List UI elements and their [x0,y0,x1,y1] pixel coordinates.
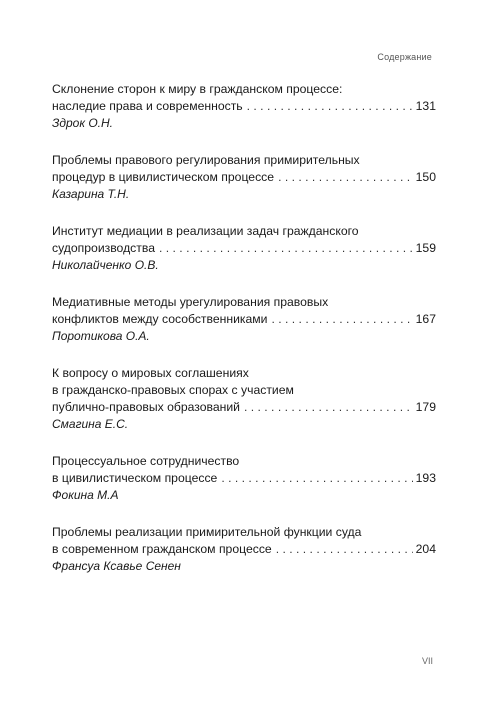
page-number: 179 [415,400,436,414]
entry-title-last-line [52,541,436,558]
entry-author: Франсуа Ксавье Сенен [52,559,181,573]
entry-title-text: публично-правовых образований [52,400,240,414]
entry-title-last-line [52,240,436,257]
dot-leader [221,470,412,487]
running-head: Содержание [377,52,432,62]
page-number: 204 [415,542,436,556]
entry-author: Николайченко О.В. [52,258,159,272]
entry-title-text: процедур в цивилистическом процессе [52,170,275,184]
page-number: 150 [415,170,436,184]
dot-leader [244,399,413,416]
entry-title-line: К вопросу о мировых соглашениях [52,366,249,380]
table-of-contents [52,81,436,595]
entry-title-last-line [52,98,436,115]
page-number: 159 [415,241,436,255]
page-number: 167 [415,312,436,326]
entry-title-text: в современном гражданском процессе [52,542,272,556]
entry-author: Поротикова О.А. [52,329,150,343]
entry-title-text: в цивилистическом процессе [52,471,218,485]
toc-entry[interactable] [52,152,436,203]
entry-title-text: конфликтов между сособственниками [52,312,268,326]
entry-title-line: Склонение сторон к миру в гражданском процессе: [52,82,343,96]
entry-author: Фокина М.А [52,488,119,502]
entry-title-line: Институт медиации в реализации задач гражданского [52,224,359,238]
entry-title-line: Проблемы правового регулирования примирительных [52,153,360,167]
dot-leader [271,311,412,328]
entry-title-line: Проблемы реализации примирительной функции суда [52,525,362,539]
entry-author: Смагина Е.С. [52,417,129,431]
dot-leader [159,240,413,257]
entry-title-text: судопроизводства [52,241,155,255]
entry-title-line: Медиативные методы урегулирования правовых [52,295,329,309]
page-number: 193 [415,471,436,485]
entry-title-last-line [52,311,436,328]
toc-entry[interactable] [52,365,436,433]
entry-title-last-line [52,169,436,186]
dot-leader [278,169,413,186]
page-folio: VII [421,656,433,666]
entry-title-last-line [52,470,436,487]
entry-title-line: в гражданско-правовых спорах с участием [52,383,294,397]
dot-leader [247,98,413,115]
entry-title-last-line [52,399,436,416]
entry-author: Казарина Т.Н. [52,187,130,201]
entry-author: Здрок О.Н. [52,116,114,130]
toc-entry[interactable] [52,81,436,132]
toc-entry[interactable] [52,223,436,274]
entry-title-line: Процессуальное сотрудничество [52,454,240,468]
page-number: 131 [415,99,436,113]
toc-entry[interactable] [52,294,436,345]
dot-leader [276,541,413,558]
toc-entry[interactable] [52,524,436,575]
toc-entry[interactable] [52,453,436,504]
entry-title-text: наследие права и современность [52,99,243,113]
